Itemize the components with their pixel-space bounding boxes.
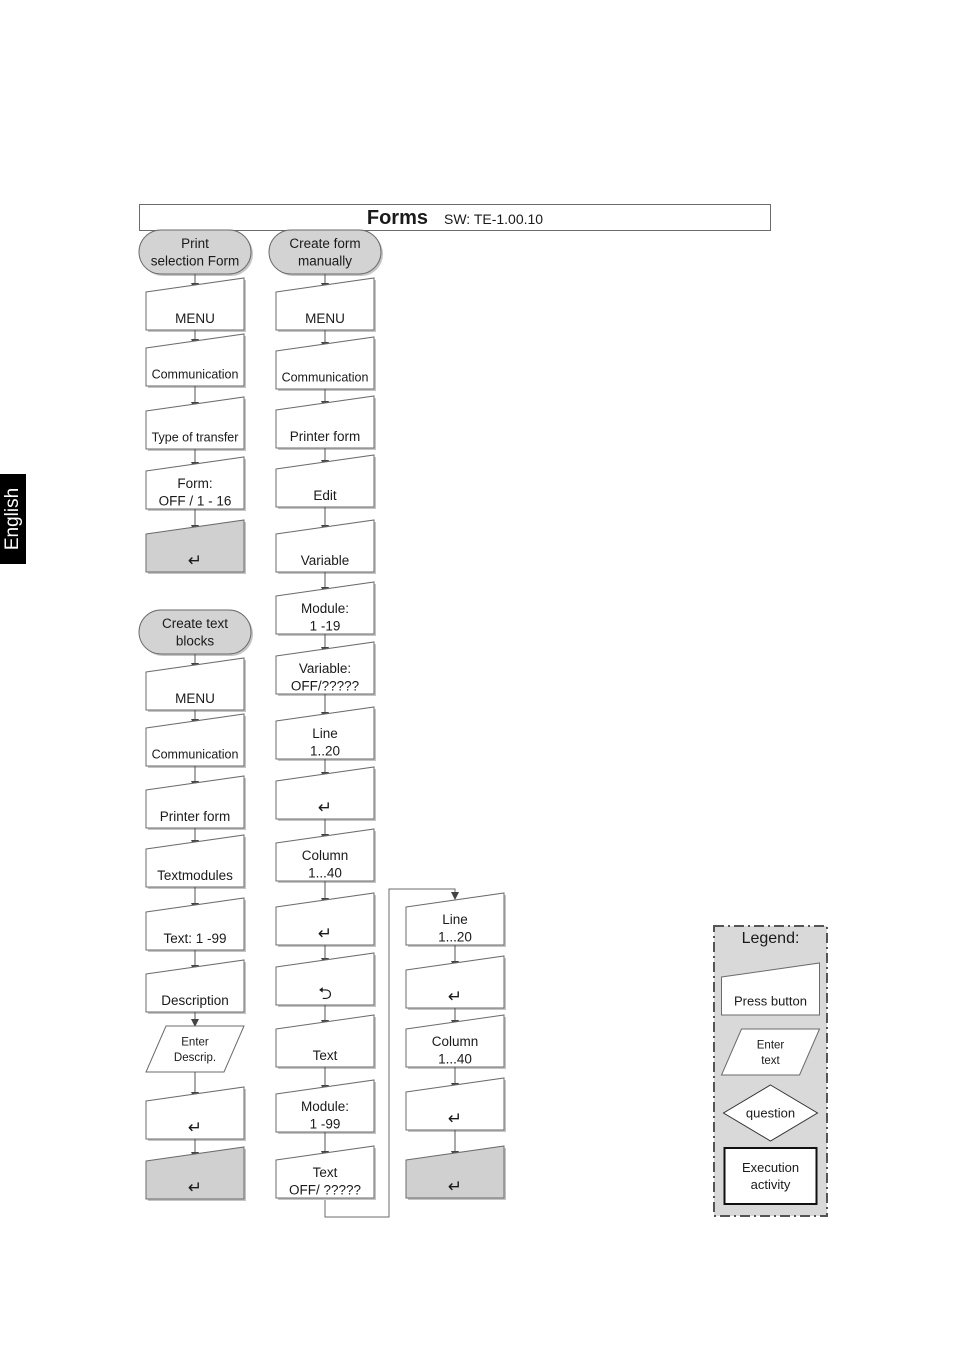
create-form-manually-step-12 [276,953,376,1007]
create-form-manually-step-10-label: Column [301,848,349,864]
create-form-manually-step-13 [276,1015,376,1069]
print-selection-start-label: Print [181,236,209,252]
create-text-blocks-step-3 [146,776,246,830]
print-selection-step-1 [146,278,246,332]
create-text-blocks-step-1-label: MENU [175,690,215,706]
print-selection-step-2 [146,334,246,388]
create-form-manually-step-1 [276,278,376,332]
create-text-blocks-step-3-label: Printer form [159,808,231,824]
flow-layer [139,230,506,1201]
create-text-blocks-start-node [139,610,253,656]
column-create-form-manually [269,230,383,1200]
create-form-manually-step-12-label: ⮌ [318,984,332,1004]
print-selection-step-3-label: Type of transfer [151,430,239,445]
text-position-step-1-label: 1...20 [438,929,472,945]
create-text-blocks-step-7 [146,1026,244,1072]
print-selection-step-4-label: OFF / 1 - 16 [158,493,232,509]
create-form-manually-step-7 [276,642,376,696]
create-form-manually-step-8-label: 1..20 [309,743,341,759]
column-create-text-blocks [139,610,253,1201]
title-version: SW: TE-1.00.10 [444,211,544,227]
create-form-manually-step-1-label: MENU [305,310,345,326]
create-text-blocks-step-4-label: Textmodules [157,867,233,883]
create-form-manually-step-15 [276,1146,376,1200]
legend-item-activity [725,1148,817,1204]
legend-title: Legend: [741,930,800,947]
legend [714,926,827,1216]
language-tab-label: English [2,487,23,551]
create-form-manually-step-6-label: Module: [300,601,350,617]
create-form-manually-step-3-label: Printer form [289,428,361,444]
create-form-manually-step-13-label: Text [312,1047,338,1063]
create-text-blocks-step-8-label: ↵ [187,1118,203,1138]
print-selection-step-4-label: Form: [177,476,213,492]
create-form-manually-step-5-label: Variable [300,552,350,568]
print-selection-step-5-label: ↵ [187,551,203,571]
create-text-blocks-step-1 [146,658,246,712]
text-position-step-4 [406,1078,506,1132]
create-form-manually-start-node [269,230,383,276]
create-form-manually-step-9 [276,767,376,821]
legend-enter-label: text [761,1054,780,1067]
create-text-blocks-step-2-label: Communication [151,747,239,762]
text-position-step-1 [406,893,506,947]
create-form-manually-start-label: Create form [289,236,361,252]
legend-activity-label: Execution [741,1160,800,1176]
column-print-selection [139,230,253,574]
create-text-blocks-step-6-label: Description [161,992,229,1008]
print-selection-start-node [139,230,253,276]
create-text-blocks-step-7-label: Enter [181,1036,209,1049]
create-form-manually-step-11-label: ↵ [317,924,333,944]
title-bar [140,205,771,231]
create-text-blocks-start-label: Create text [161,616,229,632]
legend-enter-label: Enter [756,1039,785,1052]
print-selection-step-4 [146,457,246,511]
print-selection-step-3 [146,397,246,451]
text-position-step-2-label: ↵ [447,987,463,1007]
column-text-position [406,893,506,1200]
create-form-manually-step-9-label: ↵ [317,798,333,818]
create-form-manually-step-7-label: Variable: [298,661,352,677]
create-form-manually-step-10 [276,829,376,883]
legend-question-label: question [745,1105,796,1121]
create-form-manually-step-14 [276,1080,376,1134]
print-selection-step-1-label: MENU [175,310,215,326]
create-text-blocks-step-7-shape [146,1026,244,1072]
create-form-manually-step-5 [276,520,376,574]
create-text-blocks-start-label: blocks [175,633,215,649]
legend-activity-label: activity [750,1177,791,1193]
create-text-blocks-step-9-label: ↵ [187,1178,203,1198]
create-form-manually-step-15-label: Text [312,1165,338,1181]
create-form-manually-step-14-label: 1 -99 [309,1116,341,1132]
print-selection-start-label: selection Form [150,253,240,269]
text-position-step-1-label: Line [442,912,468,928]
create-form-manually-step-8 [276,707,376,761]
create-text-blocks-step-7-label: Descrip. [173,1051,217,1064]
legend-activity-shape [725,1148,817,1204]
legend-button-label: Press button [734,993,807,1009]
title-main: Forms [366,207,428,229]
create-form-manually-step-3 [276,396,376,450]
create-text-blocks-step-5 [146,898,246,952]
create-text-blocks-step-6 [146,960,246,1014]
text-position-step-2 [406,956,506,1010]
create-text-blocks-step-4 [146,835,246,889]
create-text-blocks-step-9 [146,1147,246,1201]
create-text-blocks-step-2 [146,714,246,768]
create-text-blocks-step-5-label: Text: 1 -99 [163,930,227,946]
create-form-manually-step-4 [276,455,376,509]
text-position-step-4-label: ↵ [447,1109,463,1129]
create-form-manually-step-15-label: OFF/ ????? [288,1182,362,1198]
create-form-manually-step-14-label: Module: [300,1099,350,1115]
text-position-step-3 [406,1015,506,1069]
create-form-manually-step-10-label: 1...40 [308,865,342,881]
create-form-manually-step-6-label: 1 -19 [309,618,341,634]
text-position-step-5-label: ↵ [447,1177,463,1197]
create-form-manually-step-2-label: Communication [281,370,369,385]
create-form-manually-step-11 [276,893,376,947]
create-form-manually-step-8-label: Line [312,726,338,742]
text-position-step-3-label: 1...40 [438,1051,472,1067]
create-form-manually-step-7-label: OFF/????? [290,678,360,694]
create-text-blocks-step-8 [146,1087,246,1141]
create-form-manually-step-4-label: Edit [313,487,337,503]
text-position-step-3-label: Column [431,1034,479,1050]
print-selection-step-5 [146,520,246,574]
create-form-manually-step-6 [276,582,376,636]
create-form-manually-step-2 [276,337,376,391]
print-selection-step-2-label: Communication [151,367,239,382]
create-form-manually-start-label: manually [297,253,353,269]
text-position-step-5 [406,1146,506,1200]
